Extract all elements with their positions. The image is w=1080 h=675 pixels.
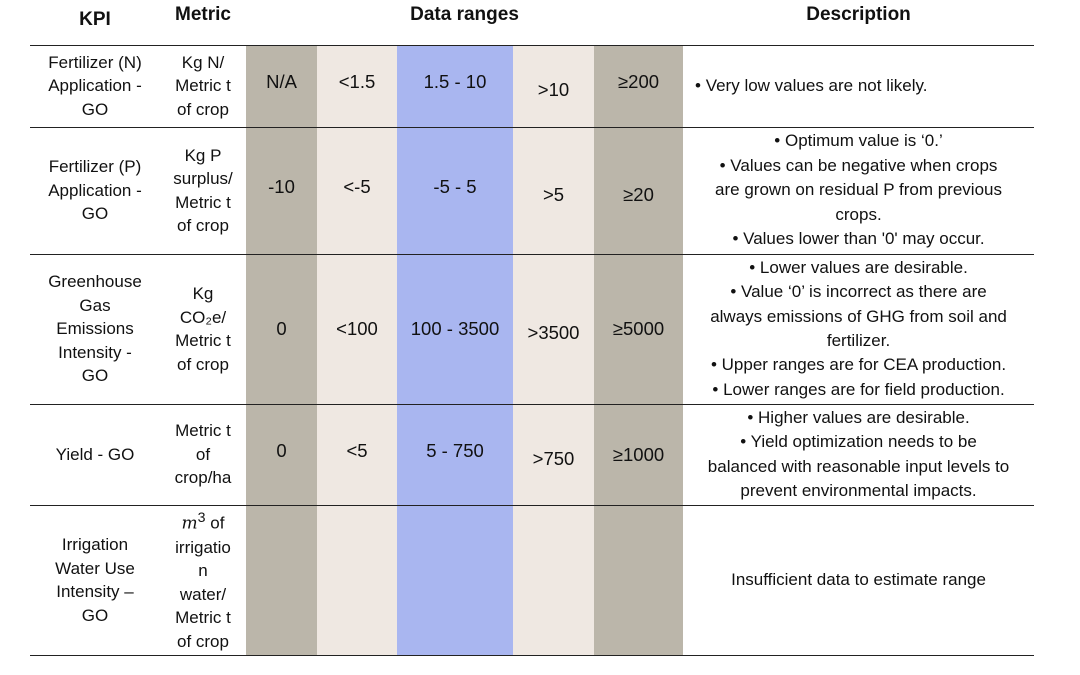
range-cell-4: >750 <box>513 404 594 505</box>
range-cell-1: -10 <box>246 127 317 254</box>
metric-math-symbol: m <box>181 513 198 534</box>
description-line: balanced with reasonable input levels to <box>707 456 1010 476</box>
range-cell-3 <box>397 505 513 655</box>
range-cell-3: 1.5 - 10 <box>397 45 513 127</box>
kpi-line: Intensity – <box>56 582 134 601</box>
metric-line: irrigatio <box>175 537 231 557</box>
description-line: prevent environmental impacts. <box>740 480 977 500</box>
table-row <box>30 404 1034 505</box>
description-line: • Lower ranges are for field production. <box>712 379 1005 399</box>
kpi-table <box>30 0 1034 656</box>
metric-line: of crop <box>177 631 229 651</box>
description-line: • Very low values are not likely. <box>695 75 928 95</box>
range-cell-2: <1.5 <box>317 45 397 127</box>
range-cell-5: ≥1000 <box>594 404 683 505</box>
header-data-ranges: Data ranges <box>246 0 683 45</box>
metric-line: n <box>198 561 208 581</box>
table-row <box>30 254 1034 404</box>
range-cell-2: <100 <box>317 254 397 404</box>
kpi-line: Application - <box>48 180 142 200</box>
kpi-line: Fertilizer (N) <box>48 52 142 72</box>
description-cell <box>683 127 1034 254</box>
description-line: Insufficient data to estimate range <box>731 569 986 589</box>
kpi-line: Fertilizer (P) <box>48 157 142 177</box>
description-line: • Value ‘0’ is incorrect as there are <box>730 282 987 302</box>
metric-line: Metric t <box>175 421 231 441</box>
range-cell-5: ≥20 <box>594 127 683 254</box>
range-cell-4: >10 <box>513 45 594 127</box>
kpi-line: Greenhouse <box>48 272 142 292</box>
metric-line: Kg P <box>184 145 222 165</box>
kpi-line: GO <box>81 605 109 625</box>
metric-cell <box>160 404 246 505</box>
range-cell-2: <-5 <box>317 127 397 254</box>
range-cell-3: 5 - 750 <box>397 404 513 505</box>
metric-line: Metric t <box>175 76 231 96</box>
kpi-line: GO <box>81 99 109 119</box>
description-line: • Values can be negative when crops <box>719 155 998 175</box>
description-line: fertilizer. <box>826 331 891 350</box>
metric-line: Metric t <box>175 192 231 212</box>
metric-cell <box>160 254 246 404</box>
range-cell-4: >5 <box>513 127 594 254</box>
kpi-cell <box>30 404 160 505</box>
range-cell-5 <box>594 505 683 655</box>
description-line: always emissions of GHG from soil and <box>710 306 1007 326</box>
kpi-line: GO <box>81 366 109 386</box>
range-cell-3: -5 - 5 <box>397 127 513 254</box>
metric-superscript: 3 <box>197 509 206 526</box>
metric-line <box>162 507 244 536</box>
kpi-cell <box>30 254 160 404</box>
header-metric: Metric <box>160 0 246 45</box>
range-cell-1: N/A <box>246 45 317 127</box>
description-line: crops. <box>835 204 882 224</box>
description-line: • Upper ranges are for CEA production. <box>710 355 1007 375</box>
metric-line: of crop <box>177 354 229 374</box>
kpi-line: Application - <box>48 76 142 96</box>
range-cell-4 <box>513 505 594 655</box>
metric-line: Metric t <box>175 608 231 628</box>
metric-line: of crop <box>177 99 229 119</box>
description-cell <box>683 505 1034 655</box>
metric-line: Metric t <box>175 331 231 350</box>
metric-line: Kg <box>192 284 214 303</box>
header-description: Description <box>683 0 1034 45</box>
description-cell <box>683 404 1034 505</box>
kpi-cell <box>30 505 160 655</box>
range-cell-5: ≥5000 <box>594 254 683 404</box>
kpi-line: Intensity - <box>58 342 132 362</box>
metric-cell <box>160 45 246 127</box>
metric-line-suffix: of <box>205 513 225 533</box>
kpi-line: Yield - GO <box>55 444 135 464</box>
kpi-cell <box>30 45 160 127</box>
metric-line: surplus/ <box>173 169 233 188</box>
description-line: • Lower values are desirable. <box>749 257 968 277</box>
range-cell-1: 0 <box>246 254 317 404</box>
metric-line: CO₂e/ <box>179 307 227 327</box>
range-cell-2: <5 <box>317 404 397 505</box>
metric-line: of <box>195 444 211 464</box>
metric-cell <box>160 505 246 655</box>
description-line: • Values lower than '0' may occur. <box>732 229 985 249</box>
description-cell <box>683 254 1034 404</box>
kpi-line: Emissions <box>56 319 134 339</box>
table-row <box>30 45 1034 127</box>
metric-cell <box>160 127 246 254</box>
kpi-line: Water Use <box>55 558 135 578</box>
range-cell-1: 0 <box>246 404 317 505</box>
range-cell-5: ≥200 <box>594 45 683 127</box>
metric-line: crop/ha <box>174 468 232 488</box>
description-cell <box>683 45 1034 127</box>
kpi-line: Gas <box>79 295 111 315</box>
range-cell-1 <box>246 505 317 655</box>
range-cell-3: 100 - 3500 <box>397 254 513 404</box>
description-line: are grown on residual P from previous <box>715 180 1002 200</box>
description-line: • Yield optimization needs to be <box>740 432 977 452</box>
metric-line: Kg N/ <box>181 52 225 72</box>
kpi-line: Irrigation <box>61 535 129 554</box>
range-cell-4: >3500 <box>513 254 594 404</box>
range-cell-2 <box>317 505 397 655</box>
kpi-line: GO <box>81 204 109 224</box>
kpi-cell <box>30 127 160 254</box>
table-row <box>30 505 1034 655</box>
metric-line: of crop <box>177 216 229 235</box>
header-kpi: KPI <box>30 0 160 45</box>
description-line: • Optimum value is ‘0.’ <box>774 131 943 151</box>
metric-line: water/ <box>179 584 227 604</box>
table-row <box>30 127 1034 254</box>
description-line: • Higher values are desirable. <box>747 407 970 427</box>
header-row <box>30 0 1034 45</box>
